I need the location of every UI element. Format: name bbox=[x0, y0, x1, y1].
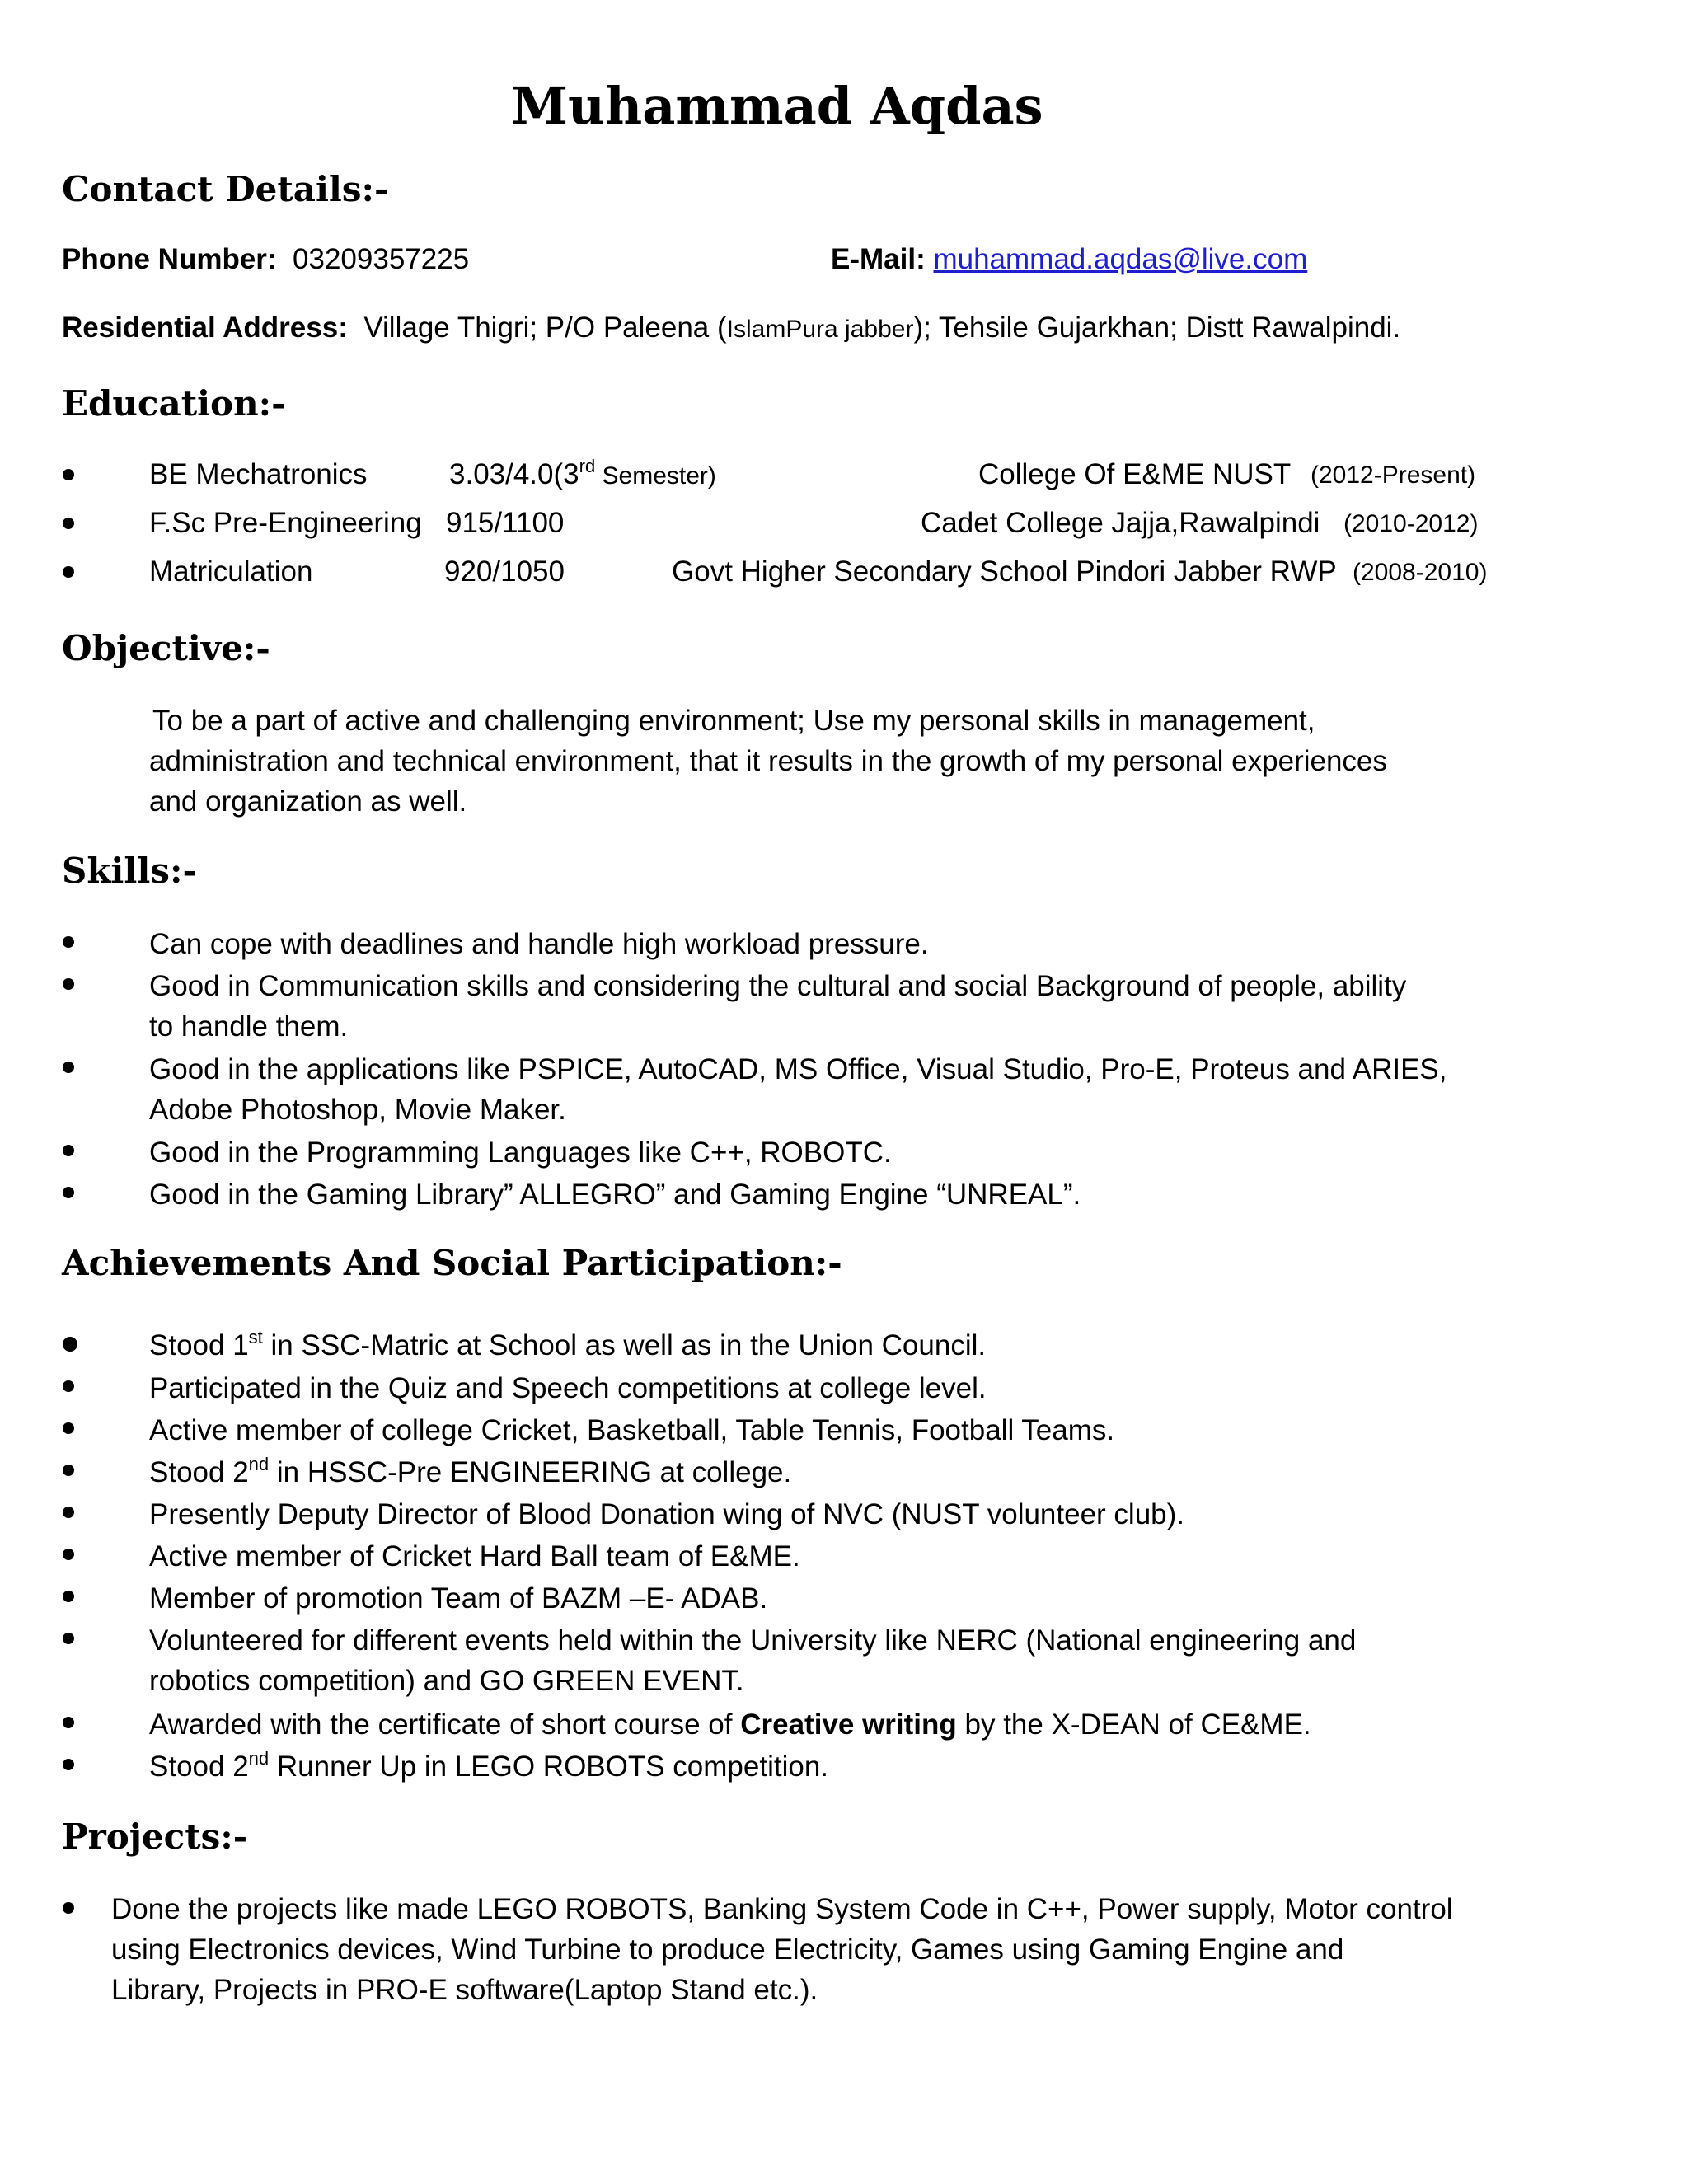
bullet-icon bbox=[63, 518, 79, 534]
skill-line: Can cope with deadlines and handle high workload pressure. bbox=[149, 928, 929, 960]
phone-label: Phone Number: bbox=[62, 243, 277, 275]
list-item: Active member of Cricket Hard Ball team of E&ME. bbox=[149, 1540, 800, 1572]
page-title: Muhammad Aqdas bbox=[511, 76, 1043, 136]
email-label: E-Mail: bbox=[831, 243, 926, 275]
education-degree: Matriculation bbox=[149, 555, 313, 588]
phone-value: 03209357225 bbox=[293, 243, 470, 275]
address-row bbox=[62, 312, 1400, 344]
bullet-icon bbox=[63, 469, 79, 485]
bullet-icon bbox=[63, 566, 79, 583]
education-years: (2008-2010) bbox=[1353, 559, 1488, 586]
achievement-text: in HSSC-Pre ENGINEERING at college. bbox=[269, 1456, 792, 1488]
achievement-text: by the X-DEAN of CE&ME. bbox=[956, 1708, 1311, 1741]
list-item bbox=[149, 1325, 986, 1366]
ordinal-sup: st bbox=[248, 1327, 263, 1347]
achievement-text: Stood 2 bbox=[149, 1456, 249, 1488]
address-part-2: IslamPura jabber bbox=[726, 316, 914, 343]
list-item bbox=[149, 1620, 1356, 1701]
skill-line: Adobe Photoshop, Movie Maker. bbox=[149, 1094, 566, 1126]
bullet-icon bbox=[63, 1187, 79, 1203]
bullet-icon bbox=[63, 1549, 79, 1565]
address-label: Residential Address: bbox=[62, 312, 348, 344]
skill-line: Good in the applications like PSPICE, AutoCAD, MS Office, Visual Studio, Pro-E, Proteus and ARIES, bbox=[149, 1053, 1447, 1085]
education-institution: Govt Higher Secondary School Pindori Jabber RWP bbox=[672, 555, 1337, 588]
education-score-main: 3.03/4.0(3 bbox=[449, 458, 579, 490]
address-part-3: ); Tehsile Gujarkhan; Distt Rawalpindi. bbox=[913, 312, 1401, 344]
skill-line: Good in the Programming Languages like C++, ROBOTC. bbox=[149, 1137, 892, 1169]
achievement-text: in SSC-Matric at School as well as in the Union Council. bbox=[262, 1329, 987, 1361]
skill-line: Good in Communication skills and considering the cultural and social Background of people, ability bbox=[149, 970, 1407, 1002]
education-institution: College Of E&ME NUST bbox=[978, 458, 1292, 490]
bullet-icon bbox=[63, 1380, 79, 1397]
achievement-text: Runner Up in LEGO ROBOTS competition. bbox=[269, 1750, 829, 1783]
bullet-icon bbox=[63, 1507, 79, 1523]
education-degree: F.Sc Pre-Engineering bbox=[149, 507, 422, 539]
list-item bbox=[149, 924, 929, 964]
achievement-line: Volunteered for different events held within the University like NERC (National engineering and bbox=[149, 1624, 1357, 1657]
bullet-icon bbox=[63, 1422, 79, 1439]
bullet-icon bbox=[63, 936, 79, 953]
education-years: (2012-Present) bbox=[1311, 462, 1476, 489]
objective-heading: Objective:- bbox=[62, 628, 270, 668]
education-degree: BE Mechatronics bbox=[149, 458, 368, 490]
email-link[interactable]: muhammad.aqdas@live.com bbox=[933, 243, 1308, 275]
project-line: Library, Projects in PRO-E software(Laptop Stand etc.). bbox=[111, 1974, 818, 2006]
list-item bbox=[149, 1704, 1311, 1745]
email-row bbox=[831, 243, 1307, 276]
education-score-suffix: Semester) bbox=[595, 462, 716, 490]
achievement-text: Awarded with the certificate of short course of bbox=[149, 1708, 741, 1741]
list-item bbox=[149, 1132, 892, 1173]
list-item bbox=[149, 966, 1406, 1047]
bullet-icon bbox=[63, 1145, 79, 1161]
ordinal-sup: nd bbox=[248, 1748, 270, 1769]
bullet-icon bbox=[63, 1062, 79, 1078]
bullet-icon bbox=[63, 1902, 79, 1919]
achievement-text: Stood 2 bbox=[149, 1750, 249, 1783]
achievement-text: Stood 1 bbox=[149, 1329, 249, 1361]
bullet-icon bbox=[63, 1759, 79, 1775]
achievements-heading: Achievements And Social Participation:- bbox=[62, 1243, 842, 1283]
objective-text bbox=[149, 701, 1387, 822]
list-item bbox=[149, 1452, 791, 1493]
project-line: Done the projects like made LEGO ROBOTS, Banking System Code in C++, Power supply, Motor control bbox=[111, 1893, 1453, 1925]
education-score-sup: rd bbox=[579, 456, 596, 476]
education-years: (2010-2012) bbox=[1343, 510, 1479, 537]
education-institution: Cadet College Jajja,Rawalpindi bbox=[921, 507, 1320, 539]
list-item bbox=[149, 1174, 1081, 1215]
objective-line: To be a part of active and challenging environment; Use my personal skills in management, bbox=[152, 705, 1315, 737]
list-item bbox=[149, 1746, 828, 1787]
projects-heading: Projects:- bbox=[62, 1816, 248, 1857]
bullet-icon bbox=[63, 978, 79, 995]
phone-row bbox=[62, 243, 469, 276]
bullet-icon bbox=[63, 1337, 79, 1353]
objective-line: and organization as well. bbox=[149, 785, 467, 818]
list-item bbox=[111, 1889, 1453, 2010]
education-heading: Education:- bbox=[62, 383, 286, 424]
contact-heading: Contact Details:- bbox=[62, 169, 389, 209]
education-score: 920/1050 bbox=[444, 555, 565, 588]
bullet-icon bbox=[63, 1633, 79, 1649]
education-score bbox=[449, 458, 716, 491]
list-item: Member of promotion Team of BAZM –E- ADAB. bbox=[149, 1582, 768, 1615]
skills-heading: Skills:- bbox=[62, 851, 197, 891]
bullet-icon bbox=[63, 1717, 79, 1733]
achievement-bold: Creative writing bbox=[740, 1708, 957, 1741]
skill-line: to handle them. bbox=[149, 1010, 349, 1043]
ordinal-sup: nd bbox=[248, 1454, 270, 1474]
list-item: Active member of college Cricket, Basketball, Table Tennis, Football Teams. bbox=[149, 1414, 1115, 1446]
address-part-1: Village Thigri; P/O Paleena ( bbox=[363, 312, 727, 344]
skill-line: Good in the Gaming Library” ALLEGRO” and Gaming Engine “UNREAL”. bbox=[149, 1179, 1081, 1211]
list-item: Participated in the Quiz and Speech competitions at college level. bbox=[149, 1372, 987, 1404]
project-line: using Electronics devices, Wind Turbine to produce Electricity, Games using Gaming Engine and bbox=[111, 1933, 1344, 1966]
list-item bbox=[149, 1049, 1447, 1130]
bullet-icon bbox=[63, 1591, 79, 1607]
list-item: Presently Deputy Director of Blood Donation wing of NVC (NUST volunteer club). bbox=[149, 1498, 1185, 1530]
objective-line: administration and technical environment, that it results in the growth of my personal experiences bbox=[149, 745, 1387, 777]
education-score: 915/1100 bbox=[446, 507, 565, 539]
achievement-line: robotics competition) and GO GREEN EVENT. bbox=[149, 1665, 744, 1697]
bullet-icon bbox=[63, 1465, 79, 1481]
